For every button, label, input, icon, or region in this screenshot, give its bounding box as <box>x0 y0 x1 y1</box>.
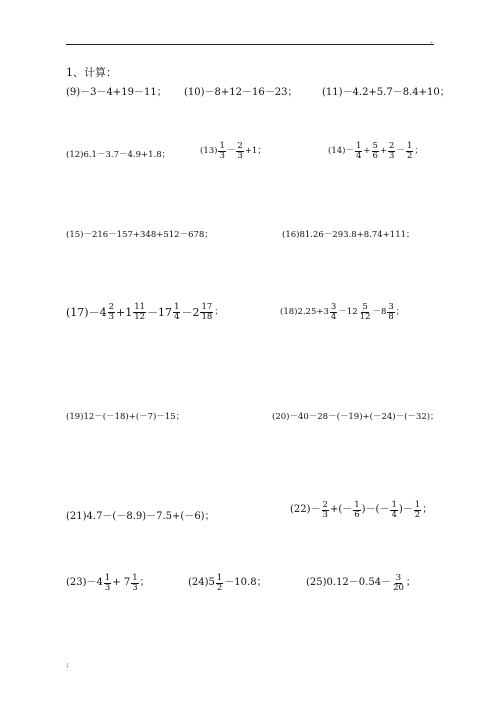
fraction: $\frac{1}{4}$ <box>355 141 362 161</box>
problem-13: (13) $\frac{1}{3}$ － $\frac{2}{3}$ +1； <box>200 141 266 161</box>
fraction: $\frac{3}{4}$ <box>330 302 337 322</box>
problem-24: (24)5 $\frac{1}{2}$ －10.8； <box>188 573 267 593</box>
fraction: $\frac{5}{12}$ <box>359 302 371 322</box>
header-rule <box>66 44 434 45</box>
fraction: $\frac{1}{4}$ <box>391 500 397 520</box>
fraction: $\frac{5}{6}$ <box>372 141 378 161</box>
problem-11: (11)－4.2+5.7－8.4+10； <box>322 87 450 98</box>
fraction: $\frac{1}{6}$ <box>354 500 360 520</box>
problem-18: (18)2.25+3 $\frac{3}{4}$ －12 $\frac{5}{12}$ －8 $\frac{3}{8}$ ； <box>280 302 405 322</box>
fraction: $\frac{1}{3}$ <box>132 573 138 593</box>
section-heading: 1、计算： <box>66 66 117 79</box>
problem-14: (14)－ $\frac{1}{4}$ + $\frac{5}{6}$ + $\frac{2}{3}$ － $\frac{1}{2}$ ； <box>328 141 423 161</box>
fraction: $\frac{2}{3}$ <box>322 500 328 520</box>
problem-15: (15)－216－157+348+512－678； <box>66 230 213 240</box>
problem-23: (23)－4 $\frac{1}{3}$ + 7 $\frac{1}{3}$ ； <box>66 573 150 593</box>
fraction: $\frac{1}{2}$ <box>216 573 223 593</box>
fraction: $\frac{1}{2}$ <box>406 141 413 161</box>
problem-10: (10)－8+12－16－23； <box>184 87 298 98</box>
problem-12: (12)6.1－3.7－4.9+1.8； <box>66 150 171 160</box>
corner-mark: . <box>430 36 433 45</box>
problem-9: (9)－3－4+19－11； <box>66 87 167 98</box>
fraction: $\frac{3}{8}$ <box>388 302 394 322</box>
fraction: $\frac{3}{20}$ <box>393 573 404 593</box>
fraction: $\frac{2}{3}$ <box>108 302 115 322</box>
fraction: $\frac{1}{2}$ <box>414 500 421 520</box>
problem-22: (22)－ $\frac{2}{3}$ +(－ $\frac{1}{6}$ )－(－ $\frac{1}{4}$ )－ $\frac{1}{2}$ ； <box>290 500 433 520</box>
fraction: $\frac{1}{4}$ <box>174 302 180 322</box>
problem-25: (25)0.12－0.54－ $\frac{3}{20}$ ； <box>306 573 416 593</box>
fraction: $\frac{11}{12}$ <box>134 302 146 322</box>
fraction: $\frac{1}{3}$ <box>219 141 225 161</box>
footer-mark: : <box>66 660 69 669</box>
fraction: $\frac{2}{3}$ <box>237 141 243 161</box>
fraction: $\frac{1}{3}$ <box>104 573 111 593</box>
problem-19: (19)12－(－18)+(－7)－15； <box>66 412 185 422</box>
fraction: $\frac{2}{3}$ <box>389 141 395 161</box>
fraction: $\frac{17}{18}$ <box>201 302 213 322</box>
problem-16: (16)81.26－293.8+8.74+111； <box>282 230 415 240</box>
problem-17: (17)－4 $\frac{2}{3}$ +1 $\frac{11}{12}$ －17 $\frac{1}{4}$ －2 $\frac{17}{18}$ ； <box>66 302 223 322</box>
problem-21: (21)4.7－(－8.9)－7.5+(－6)； <box>66 511 215 522</box>
problem-20: (20)－40－28－(－19)+(－24)－(－32)； <box>272 412 439 422</box>
